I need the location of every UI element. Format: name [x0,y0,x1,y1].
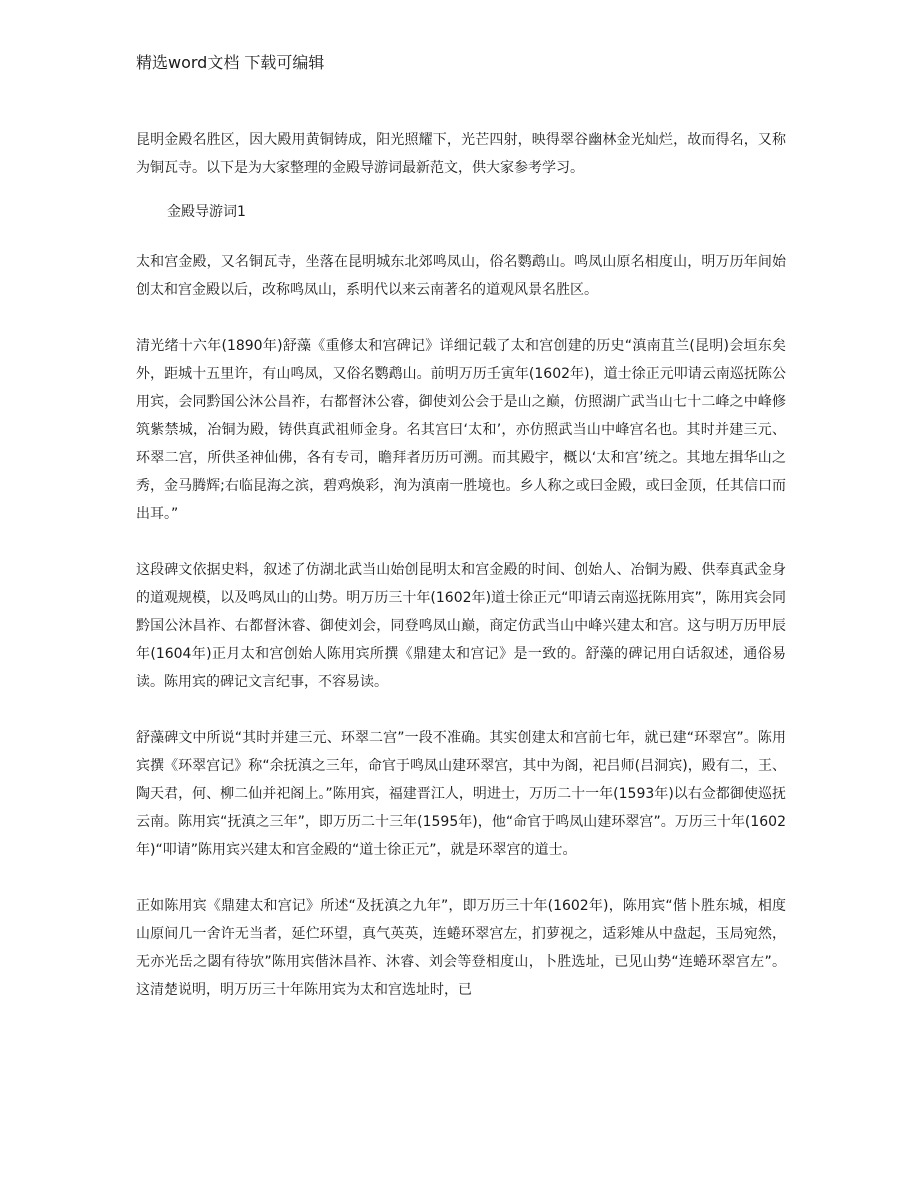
body-paragraph-4: 舒藻碑文中所说“其时并建三元、环翠二宫”一段不准确。其实创建太和宫前七年，就已建“环翠宫”。陈用宾撰《环翠宫记》称“余抚滇之三年，命官于鸣凤山建环翠宫，其中为阁，祀吕师(吕洞宾)，殿有二，王、陶天君，何、柳二仙并祀阁上。”陈用宾，福建晋江人，明进士，万历二十一年(1593年)以右佥都御使巡抚云南。陈用宾“抚滇之三年”，即万历二十三年(1595年)，他“命官于鸣凤山建环翠宫”。万历三十年(1602年)“叩请”陈用宾兴建太和宫金殿的“道士徐正元”，就是环翠宫的道士。 [136,730,786,858]
page-header: 精选word文档 下载可编辑 [136,53,325,72]
intro-paragraph: 昆明金殿名胜区，因大殿用黄铜铸成，阳光照耀下，光芒四射，映得翠谷幽林金光灿烂，故而得名，又称为铜瓦寺。以下是为大家整理的金殿导游词最新范文，供大家参考学习。 [136,132,786,176]
body-paragraph-2: 清光绪十六年(1890年)舒藻《重修太和宫碑记》详细记载了太和宫创建的历史“滇南苴兰(昆明)会垣东矣外，距城十五里许，有山鸣凤，又俗名鹦鹉山。前明万历壬寅年(1602年)，道士徐正元叩请云南巡抚陈公用宾，会同黔国公沐公昌祚，右都督沐公睿，御使刘公会于是山之巅，仿照湖广武当山七十二峰之中峰修筑紫禁城，冶铜为殿，铸供真武祖师金身。名其宫曰‘太和’，亦仿照武当山中峰宫名也。其时并建三元、环翠二宫，所供圣神仙佛，各有专司，瞻拜者历历可溯。而其殿宇，概以‘太和宫’统之。其地左揖华山之秀，金马腾辉;右临昆海之滨，碧鸡焕彩，洵为滇南一胜境也。乡人称之或曰金殿，或曰金顶，任其信口而出耳。” [136,338,786,522]
document-page [136,52,786,1032]
body-paragraph-5: 正如陈用宾《鼎建太和宫记》所述“及抚滇之九年”，即万历三十年(1602年)，陈用宾“偕卜胜东城，相度山原间几一舍许无当者，延伫环望，真气英英，连蜷环翠宫左，扪萝视之，适彩雉从中盘起，玉局宛然，无亦光岳之閟有待欤”陈用宾偕沐昌祚、沐睿、刘会等登相度山，卜胜选址，已见山势“连蜷环翠宫左”。这清楚说明，明万历三十年陈用宾为太和宫选址时，已 [136,898,786,998]
body-paragraph-3: 这段碑文依据史料，叙述了仿湖北武当山始创昆明太和宫金殿的时间、创始人、冶铜为殿、供奉真武金身的道观规模，以及鸣凤山的山势。明万历三十年(1602年)道士徐正元“叩请云南巡抚陈用宾”，陈用宾会同黔国公沐昌祚、右都督沐睿、御使刘会，同登鸣凤山巅，商定仿武当山中峰兴建太和宫。这与明万历甲辰年(1604年)正月太和宫创始人陈用宾所撰《鼎建太和宫记》是一致的。舒藻的碑记用白话叙述，通俗易读。陈用宾的碑记文言纪事，不容易读。 [136,562,786,690]
section-title: 金殿导游词1 [167,204,246,220]
body-paragraph-1: 太和宫金殿，又名铜瓦寺，坐落在昆明城东北郊鸣凤山，俗名鹦鹉山。鸣凤山原名相度山，明万历年间始创太和宫金殿以后，改称鸣凤山，系明代以来云南著名的道观风景名胜区。 [136,254,786,298]
